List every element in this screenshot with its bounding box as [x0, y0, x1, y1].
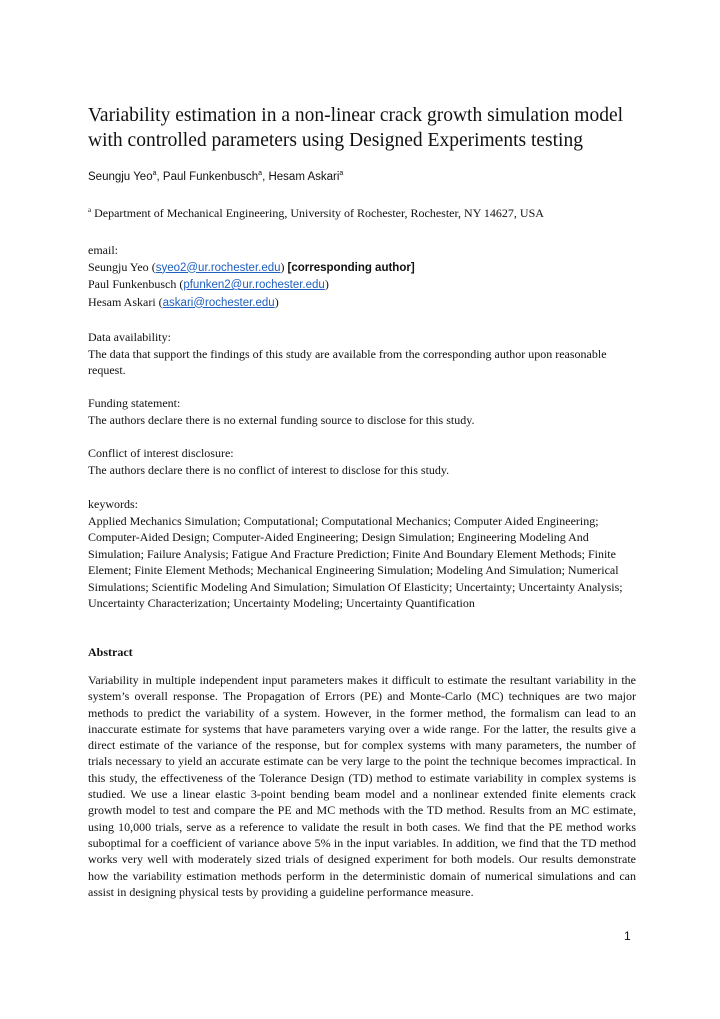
affiliation — [88, 206, 544, 221]
data-availability-label: Data availability: — [88, 330, 171, 344]
abstract-text: Variability in multiple independent input parameters makes it difficult to estimate the resultant variability in the system’s overall response. The Propagation of Errors (PE) and Monte-Carlo (MC) techniques are two major methods to predict the variability of a system. However, in the former method, the formalism can lead to an inaccurate estimate for systems that have parameters varying over a wide range. For the latter, the results give a direct estimate of the variance of the response, but for complex systems with many parameters, the number of trials necessary to yield an accurate estimate can be very large to the point the technique becomes impractical. In this study, the effectiveness of the Tolerance Design (TD) method to estimate variability in complex systems is studied. We use a linear elastic 3-point bending beam model and a nonlinear extended finite elements crack growth model to test and compare the PE and MC methods with the TD method. Results from an MC estimate, using 10,000 trials, serve as a reference to validate the result in both cases. We find that the PE method works suboptimal for a coefficient of variance above 5% in the input variables. In addition, we find that the TD method works very well with moderately sized trials of designed experiment for both models. Our results demonstrate how the variability estimation methods perform in the deterministic domain of numerical simulations and can assist in designing physical tests by providing a guideline performance measure. — [88, 673, 636, 899]
author-name: Hesam Askari — [268, 171, 340, 183]
affiliation-text: Department of Mechanical Engineering, University of Rochester, Rochester, NY 14627, USA — [91, 206, 544, 220]
corresponding-author-note: [corresponding author] — [287, 261, 415, 274]
funding-label: Funding statement: — [88, 396, 181, 410]
keywords-text: Applied Mechanics Simulation; Computational; Computational Mechanics; Computer Aided Engineering; Computer-Aided Design; Computer-Aided Engineering; Design Simulation; Engineering Modeling And Simulation; Failure Analysis; Fatigue And Fracture Prediction; Finite And Boundary Element Methods; Finite Element; Finite Element Methods; Mechanical Engineering Simulation; Modeling And Simulation; Numerical Simulations; Scientific Modeling And Simulation; Simulation Of Elasticity; Uncertainty; Uncertainty Analysis; Uncertainty Characterization; Uncertainty Modeling; Uncertainty Quantification — [88, 513, 623, 610]
email-link[interactable]: askari@rochester.edu — [162, 296, 275, 309]
email-entry: Paul Funkenbusch (pfunken2@ur.rochester.edu) — [88, 277, 329, 291]
data-availability-section — [88, 329, 636, 379]
author-list: Seungju Yeo$^a$, Paul Funkenbusch$^a$, Hesam Askari$^a$ — [88, 170, 344, 183]
email-block — [88, 242, 415, 311]
author-name: Seungju Yeo — [88, 171, 153, 183]
abstract-heading: Abstract — [88, 645, 133, 659]
keywords-label: keywords: — [88, 497, 138, 511]
email-label: email: — [88, 243, 118, 257]
funding-section — [88, 395, 636, 428]
email-author-name: Paul Funkenbusch — [88, 277, 177, 291]
affiliation-marker: a — [88, 206, 92, 214]
email-link[interactable]: pfunken2@ur.rochester.edu — [183, 279, 325, 291]
affiliation-marker: a — [152, 170, 157, 178]
paper-title: Variability estimation in a non-linear crack growth simulation model with controlled parameters using Designed Experiments testing — [88, 105, 624, 151]
data-availability-text: The data that support the findings of this study are available from the corresponding author upon reasonable request. — [88, 346, 607, 377]
affiliation-marker: a — [339, 170, 344, 178]
email-author-name: Seungju Yeo — [88, 259, 149, 274]
email-author-name: Hesam Askari — [88, 294, 156, 309]
page-number: 1 — [624, 929, 631, 943]
email-entry: Seungju Yeo (syeo2@ur.rochester.edu) [corresponding author] — [88, 259, 415, 274]
conflict-text: The authors declare there is no conflict of interest to disclose for this study. — [88, 462, 450, 477]
email-entry: Hesam Askari (askari@rochester.edu) — [88, 294, 279, 309]
affiliation-marker: a — [258, 170, 263, 178]
keywords-section — [88, 496, 636, 612]
email-link[interactable]: syeo2@ur.rochester.edu — [155, 261, 281, 274]
conflict-section — [88, 445, 636, 478]
author-name: Paul Funkenbusch — [162, 171, 259, 183]
funding-text: The authors declare there is no external funding source to disclose for this study. — [88, 412, 475, 427]
conflict-label: Conflict of interest disclosure: — [88, 446, 234, 460]
